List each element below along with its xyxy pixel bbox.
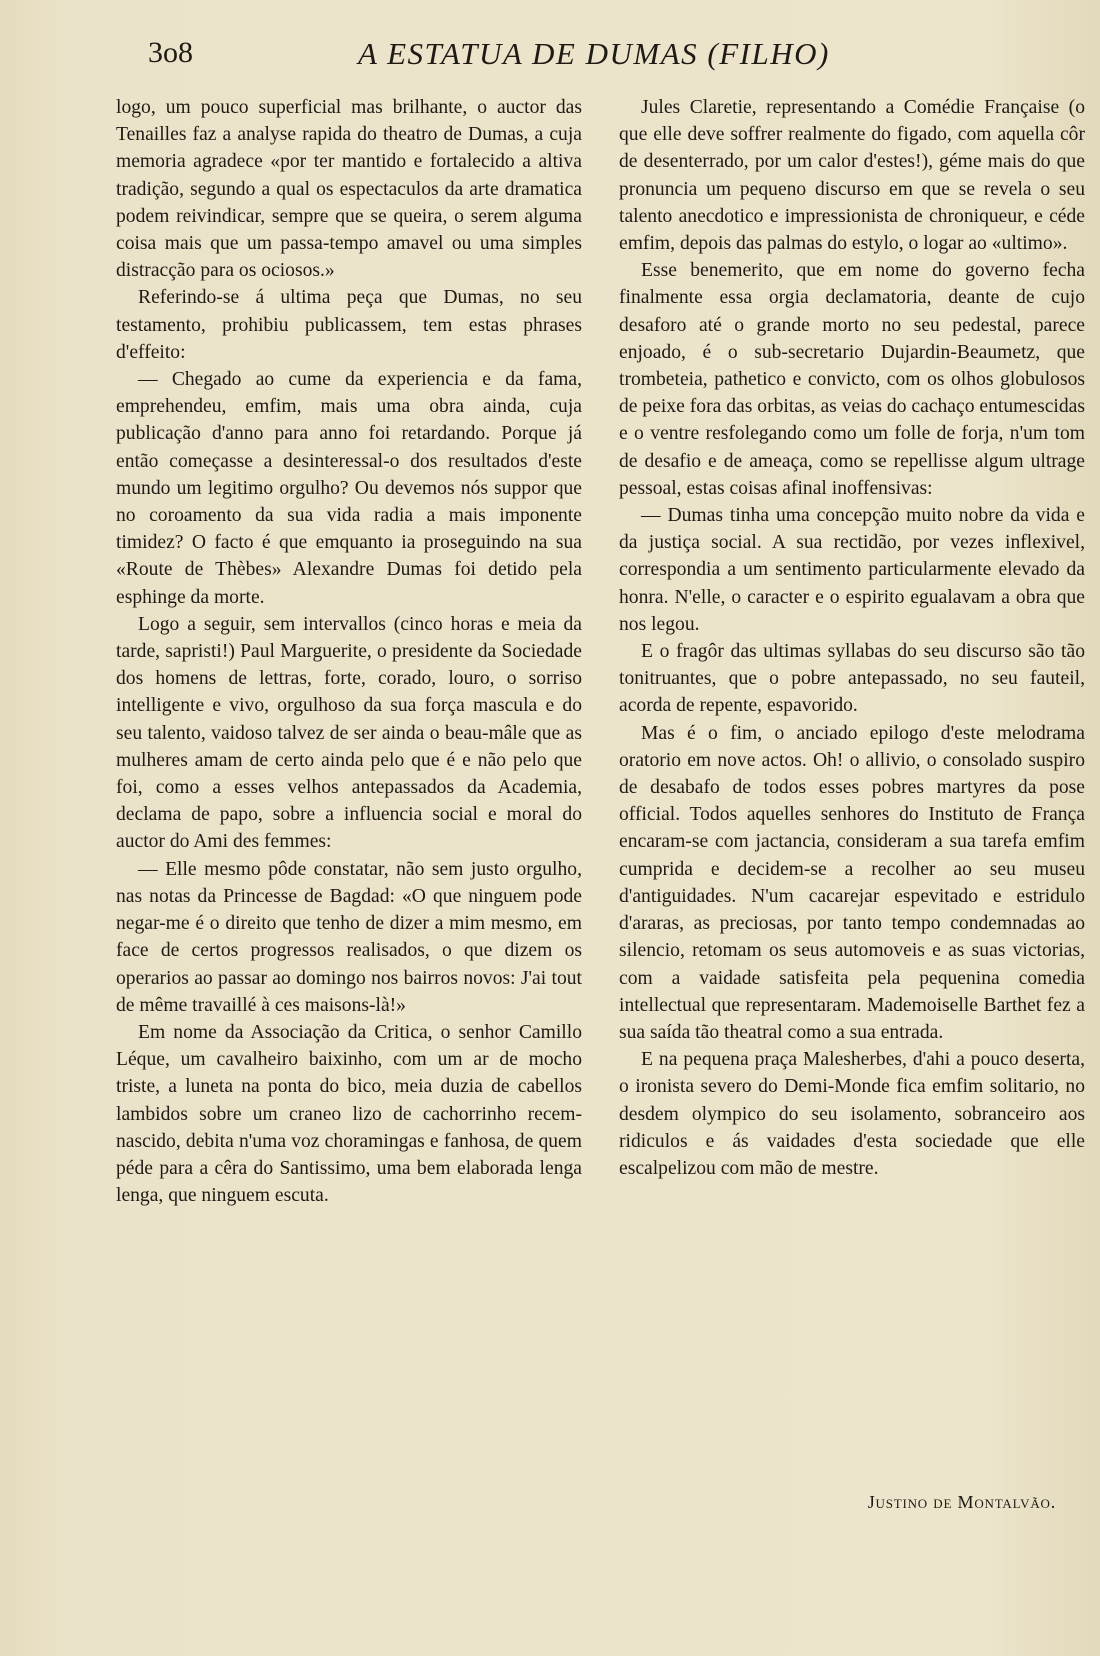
paragraph: Referindo-se á ultima peça que Dumas, no seu testamento, prohibiu publicassem, tem estas phrases d'effeito:	[116, 287, 582, 363]
right-text-column	[619, 94, 1085, 1182]
paragraph: — Dumas tinha uma concepção muito nobre da vida e da justiça social. A sua rectidão, por vezes inflexivel, correspondia a um sentimento particularmente elevado da honra. N'elle, o caracter e o espirito egualavam a obra que nos legou.	[619, 505, 1085, 635]
page-number: 3o8	[148, 36, 193, 69]
left-text-column	[116, 94, 582, 1209]
paragraph: — Elle mesmo pôde constatar, não sem justo orgulho, nas notas da Princesse de Bagdad: «O que ninguem pode negar-me é o direito que tenho de dizer a mim mesmo, em face de certos progressos realisados, o que dizem os operarios ao passar ao domingo nos bairros novos: J'ai tout de même travaillé à ces maisons-là!»	[116, 858, 582, 1016]
author-signature: Justino de Montalvão.	[867, 1492, 1056, 1512]
paragraph: Jules Claretie, representando a Comédie Française (o que elle deve soffrer realmente do figado, com aquella côr de desenterrado, por um calor d'estes!), géme mais do que pronuncia um pequeno discurso em que se revela o seu talento anecdotico e impressionista de chroniqueur, e céde emfim, depois das palmas do estylo, o logar ao «ultimo».	[619, 97, 1085, 255]
paragraph: E o fragôr das ultimas syllabas do seu discurso são tão tonitruantes, que o pobre antepassado, no seu fauteil, acorda de repente, espavorido.	[619, 641, 1085, 717]
page-header	[148, 36, 1078, 80]
paragraph: logo, um pouco superficial mas brilhante, o auctor das Tenailles faz a analyse rapida do theatro de Dumas, a cuja memoria agradece «por ter mantido e fortalecido a altiva tradição, segundo a qual os espectaculos da arte dramatica podem reivindicar, sempre que se queira, o serem alguma coisa mais que um passa-tempo amavel ou uma simples distracção para os ociosos.»	[116, 97, 582, 282]
paragraph: E na pequena praça Malesherbes, d'ahi a pouco deserta, o ironista severo do Demi-Monde fica emfim solitario, no desdem olympico do seu isolamento, sobranceiro aos ridiculos e ás vaidades d'esta sociedade que elle escalpelizou com mão de mestre.	[619, 1049, 1085, 1179]
paragraph: Esse benemerito, que em nome do governo fecha finalmente essa orgia declamatoria, deante de cujo desaforo até o grande morto no seu pedestal, parece enjoado, é o sub-secretario Dujardin-Beaumetz, que trombeteia, pathetico e convicto, com os olhos globulosos de peixe fora das orbitas, as veias do cachaço entumescidas e o ventre resfolegando como um folle de forja, n'um tom de desafio e de ameaça, como se repellisse algum ultrage pessoal, estas coisas afinal inoffensivas:	[619, 260, 1085, 499]
paragraph: Mas é o fim, o anciado epilogo d'este melodrama oratorio em nove actos. Oh! o allivio, o consolado suspiro de desabafo de todos esses pobres martyres da pose official. Todos aquelles senhores do Instituto de França encaram-se com jactancia, consideram a sua tarefa emfim cumprida e decidem-se a recolher ao seu museu d'antiguidades. N'um cacarejar espevitado e estridulo d'araras, as preciosas, por tanto tempo condemnadas ao silencio, retomam os seus automoveis e as suas victorias, com a vaidade satisfeita pela pequenina comedia intellectual que representaram. Mademoiselle Barthet fez a sua saída tão theatral como a sua entrada.	[619, 722, 1085, 1043]
paragraph: Em nome da Associação da Critica, o senhor Camillo Léque, um cavalheiro baixinho, com um ar de mocho triste, a luneta na ponta do bico, meia duzia de cabellos lambidos sobre um craneo lizo de cachorrinho recem-nascido, debita n'uma voz choramingas e fanhosa, de quem péde para a cêra do Santissimo, uma bem elaborada lenga lenga, que ninguem escuta.	[116, 1021, 582, 1207]
running-title: A ESTATUA DE DUMAS (FILHO)	[358, 36, 830, 71]
paragraph: Logo a seguir, sem intervallos (cinco horas e meia da tarde, sapristi!) Paul Marguerite, o presidente da Sociedade dos homens de lettras, forte, corado, louro, o sorriso intelligente e vivo, orgulhoso da sua força mascula e do seu talento, vaidoso talvez de ser ainda o beau-mâle que as mulheres amam de certo ainda pelo que é e não pelo que foi, como a esses velhos antepassados da Academia, declama de papo, sobre a influencia social e moral do auctor do Ami des femmes:	[116, 613, 582, 853]
paragraph: — Chegado ao cume da experiencia e da fama, emprehendeu, emfim, mais uma obra ainda, cuja publicação d'anno para anno foi retardando. Porque já então começasse a desinteressal-o dos resultados d'este mundo um legitimo orgulho? Ou devemos nós suppor que no coroamento da sua vida radia a mais imponente timidez? O facto é que emquanto ia proseguindo na sua «Route de Thèbes» Alexandre Dumas foi detido pela esphinge da morte.	[116, 369, 582, 608]
